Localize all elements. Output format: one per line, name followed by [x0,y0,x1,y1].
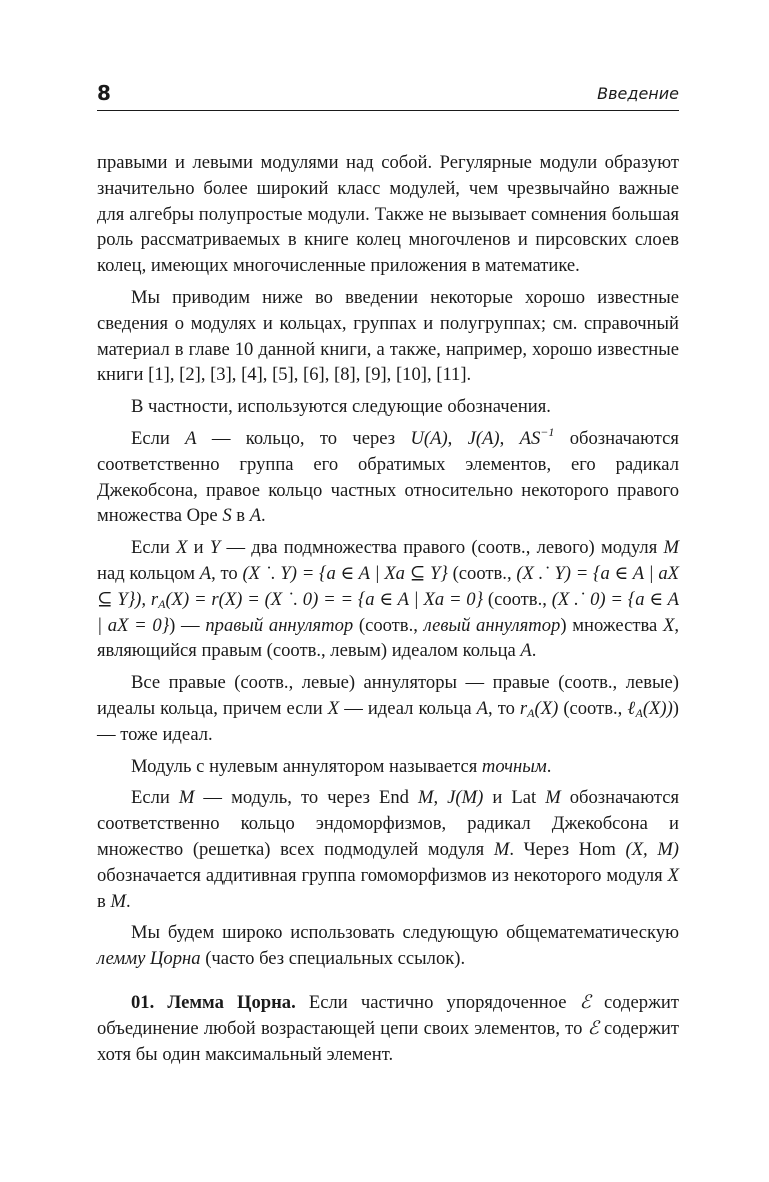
paragraph: Мы приводим ниже во введении некоторые хорошо известные сведения о модулях и кольцах, группах и полугруппах; см. справочный материал в главе 10 данной книги, а также, например, хорошо известные книги [1], [2], [3], [4], [5], [6], [8], [9], [10], [11]. [97,286,679,386]
math-expr [519,424,555,449]
paragraph: В частности, используются следующие обозначения. [131,396,551,418]
paragraph-ring-notation [97,426,679,529]
text-span: (соотв., [483,588,552,610]
math-base: AS [519,427,541,449]
text-span: , то [488,697,520,719]
text-span: , являющийся правым (соотв., левым) идеалом кольца [97,614,679,662]
text-span: Если частично упорядоченное [295,991,580,1013]
text-span: обозначаются соответственно кольцо эндоморфизмов, радикал Джекобсона и множество (решетка) всех подмодулей модуля [97,787,679,860]
text-span: Если [131,787,179,809]
text-span: в [231,505,250,527]
math-var: M [178,787,195,809]
math-tail: (X)) [642,697,673,719]
paragraph [97,920,679,972]
math-var: M [110,890,126,912]
math-expr: U(A) [410,427,448,449]
text-span: ) множества [560,614,663,636]
paragraph-annihilators [97,535,679,664]
text-span: обозначаются соответственно группа его обратимых элементов, его радикал Джекобсона, правое кольцо частных относительно некоторого правого множества Оре [97,427,679,527]
math-tail: (X) [534,697,559,719]
math-var: A [476,697,488,719]
text-span: , [447,427,453,449]
text-span: . [261,505,266,527]
text-span: , то [211,562,243,584]
math-expr [520,698,558,719]
text-span: — модуль, то через [194,787,379,809]
text-span: над кольцом [97,562,200,584]
math-expr: J(M) [447,787,484,809]
theorem-zorn-lemma [97,990,679,1067]
text-span: Мы будем широко использовать следующую общематематическую [131,922,679,944]
text-span: Если [131,537,177,559]
theorem-label: 01. Лемма Цорна. [131,991,296,1013]
text-span: (часто без специальных ссылок). [200,948,466,970]
term-zorn-lemma: лемму Цорна [97,948,201,970]
term-faithful: точным [481,755,547,777]
math-var: X [176,537,188,559]
text-span: . [546,755,552,777]
math-operator: Lat [511,787,537,809]
term-left-annihilator: левый аннулятор [423,614,561,636]
math-l: ℓ [627,697,636,719]
math-expr: (X .˙ Y) = {a ∈ A | aX ⊆ Y}), [97,562,680,610]
text-span: (соотв., [447,562,517,584]
math-var: S [222,505,232,527]
math-expr: (X, M) [625,838,679,860]
math-expr: = {a ∈ A | Xa = 0} [340,588,484,610]
text-span: . [509,838,514,860]
paragraph [97,670,679,747]
math-expr: (X .˙ 0) = {a ∈ A | aX = 0} [97,588,679,636]
paragraph: правыми и левыми модулями над собой. Регулярные модули образуют значительно более широкий класс модулей, чем чрезвычайно важные для алгебры полупростые модули. Также не вызывает сомнения большая роль рассматриваемых в книге колец многочленов и пирсовских слоев колец, имеющих многочисленные приложения в математике. [97,152,679,277]
text-span: и [483,787,512,809]
math-operator: Hom [578,838,616,860]
text-span: содержит хотя бы один максимальный элемент. [97,1017,679,1065]
text-span: ) — [169,614,206,636]
text-span: (соотв., [558,697,628,719]
page-body [97,150,679,1073]
text-span: Модуль с нулевым аннулятором называется [131,755,482,777]
text-span: Если [131,427,186,449]
math-var: Y [209,537,221,559]
text-span: (соотв., [353,614,424,636]
math-operator: End [378,787,409,809]
paragraph-module-notation [97,785,679,914]
math-expr: (X ˙. Y) = {a ∈ A | Xa ⊆ Y} [242,562,448,584]
math-expr [627,698,672,719]
math-sub: A [158,596,166,611]
math-var: M [417,787,434,809]
text-span: Все правые (соотв., левые) аннуляторы — правые (соотв., левые) идеалы кольца, причем если [97,672,679,719]
math-var: M [545,787,561,809]
math-var: X [667,864,679,886]
math-var: X [327,697,340,719]
page-header [97,80,679,111]
text-span: . [125,890,131,912]
text-span: — два подмножества правого (соотв., левого) модуля [220,537,664,559]
math-expr: J(A) [467,427,500,449]
text-span: обозначается аддитивная группа гомоморфизмов из некоторого модуля [97,864,668,886]
math-r: r [519,697,528,719]
page-number: 8 [97,81,111,105]
math-var: M [663,537,679,559]
term-right-annihilator: правый аннулятор [205,614,354,636]
paragraph [97,754,679,780]
math-var: ℰ [579,991,591,1013]
text-span: в [97,890,111,912]
math-exp: −1 [540,424,555,439]
text-span: , [499,427,505,449]
math-sub: A [635,705,643,720]
math-tail: (X) = r(X) = (X ˙. 0) = [165,588,336,610]
text-span: содержит объединение любой возрастающей цепи своих элементов, то [97,991,679,1039]
running-head: Введение [597,84,679,103]
math-var: A [199,562,212,584]
math-var: M [493,838,510,860]
math-var: ℰ [587,1017,599,1039]
text-span: и [187,537,210,559]
text-span: Через [523,838,579,860]
text-span: . [531,640,537,662]
text-span: , [433,787,439,809]
text-span: ) — тоже идеал. [97,697,679,745]
math-var: A [185,427,197,449]
text-span: — идеал кольца [339,697,477,719]
math-var: A [520,640,532,662]
math-var: A [249,505,262,527]
math-r: r [150,588,159,610]
math-expr [151,589,336,610]
math-sub: A [527,705,535,720]
text-span: — кольцо, то через [196,427,411,449]
math-var: X [662,614,675,636]
